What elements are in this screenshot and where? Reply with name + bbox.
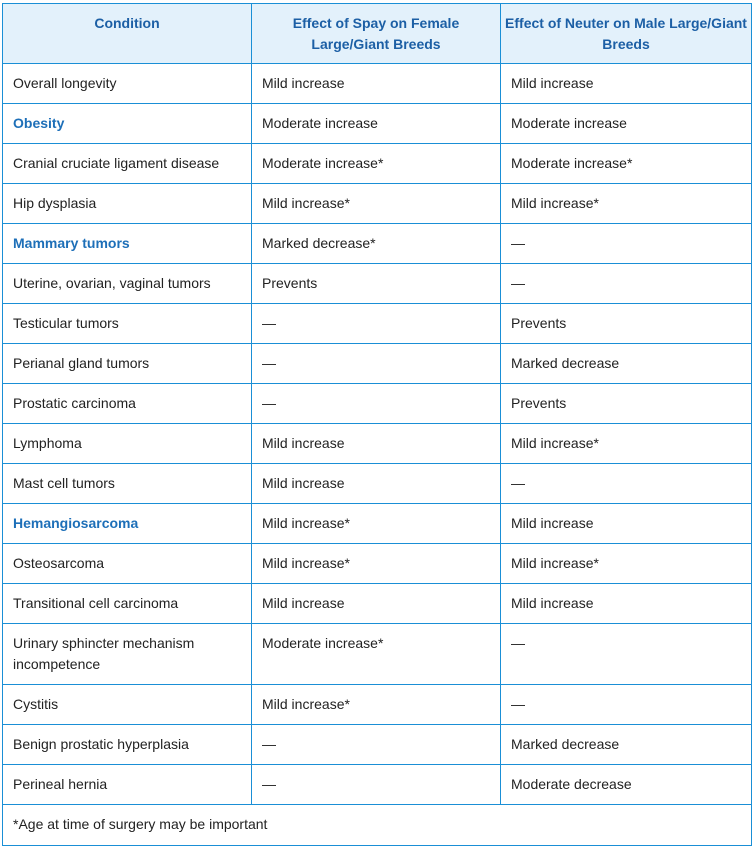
table-row: [3, 104, 752, 144]
table-row: [3, 464, 752, 504]
spay-effect-cell: Marked decrease*: [252, 224, 501, 264]
neuter-effect-cell: —: [501, 685, 752, 725]
table-row: [3, 224, 752, 264]
table-row: [3, 264, 752, 304]
table-row: [3, 725, 752, 765]
spay-effect-cell: Moderate increase*: [252, 144, 501, 184]
condition-cell: Mast cell tumors: [3, 464, 252, 504]
condition-cell: Overall longevity: [3, 64, 252, 104]
header-spay-effect: Effect of Spay on Female Large/Giant Breeds: [252, 4, 501, 64]
neuter-effect-cell: Mild increase*: [501, 544, 752, 584]
table-row: [3, 685, 752, 725]
neuter-effect-cell: Marked decrease: [501, 725, 752, 765]
table-container: [2, 3, 751, 846]
table-row: [3, 144, 752, 184]
footnote-row: [3, 805, 752, 846]
header-row: [3, 4, 752, 64]
neuter-effect-cell: Mild increase*: [501, 184, 752, 224]
condition-cell: Cystitis: [3, 685, 252, 725]
neuter-effect-cell: Moderate decrease: [501, 765, 752, 805]
spay-effect-cell: Mild increase*: [252, 184, 501, 224]
table-row: [3, 624, 752, 685]
comparison-table: [2, 3, 752, 846]
spay-effect-cell: Mild increase*: [252, 544, 501, 584]
neuter-effect-cell: Moderate increase*: [501, 144, 752, 184]
condition-cell: Hip dysplasia: [3, 184, 252, 224]
neuter-effect-cell: Marked decrease: [501, 344, 752, 384]
table-row: [3, 184, 752, 224]
neuter-effect-cell: Mild increase: [501, 584, 752, 624]
neuter-effect-cell: Mild increase: [501, 504, 752, 544]
condition-cell: Testicular tumors: [3, 304, 252, 344]
condition-link[interactable]: Mammary tumors: [3, 224, 252, 264]
table-row: [3, 544, 752, 584]
neuter-effect-cell: Mild increase: [501, 64, 752, 104]
spay-effect-cell: Mild increase: [252, 64, 501, 104]
condition-cell: Lymphoma: [3, 424, 252, 464]
condition-cell: Benign prostatic hyperplasia: [3, 725, 252, 765]
table-row: [3, 64, 752, 104]
spay-effect-cell: Prevents: [252, 264, 501, 304]
spay-effect-cell: —: [252, 304, 501, 344]
condition-cell: Perineal hernia: [3, 765, 252, 805]
condition-cell: Perianal gland tumors: [3, 344, 252, 384]
table-row: [3, 304, 752, 344]
neuter-effect-cell: Prevents: [501, 304, 752, 344]
spay-effect-cell: Moderate increase*: [252, 624, 501, 685]
condition-cell: Uterine, ovarian, vaginal tumors: [3, 264, 252, 304]
condition-cell: Transitional cell carcinoma: [3, 584, 252, 624]
table-row: [3, 765, 752, 805]
table-row: [3, 504, 752, 544]
neuter-effect-cell: Moderate increase: [501, 104, 752, 144]
spay-effect-cell: Mild increase: [252, 584, 501, 624]
spay-effect-cell: Mild increase*: [252, 685, 501, 725]
table-row: [3, 344, 752, 384]
condition-link[interactable]: Hemangiosarcoma: [3, 504, 252, 544]
spay-effect-cell: —: [252, 725, 501, 765]
table-body: [3, 64, 752, 805]
spay-effect-cell: —: [252, 344, 501, 384]
table-row: [3, 384, 752, 424]
spay-effect-cell: Moderate increase: [252, 104, 501, 144]
table-row: [3, 424, 752, 464]
neuter-effect-cell: —: [501, 224, 752, 264]
condition-link[interactable]: Obesity: [3, 104, 252, 144]
neuter-effect-cell: Mild increase*: [501, 424, 752, 464]
spay-effect-cell: Mild increase: [252, 424, 501, 464]
condition-cell: Prostatic carcinoma: [3, 384, 252, 424]
header-neuter-effect: Effect of Neuter on Male Large/Giant Breeds: [501, 4, 752, 64]
neuter-effect-cell: —: [501, 264, 752, 304]
spay-effect-cell: Mild increase: [252, 464, 501, 504]
neuter-effect-cell: —: [501, 464, 752, 504]
footnote: *Age at time of surgery may be important: [3, 805, 752, 846]
condition-cell: Urinary sphincter mechanism incompetence: [3, 624, 252, 685]
spay-effect-cell: —: [252, 384, 501, 424]
header-condition: Condition: [3, 4, 252, 64]
spay-effect-cell: Mild increase*: [252, 504, 501, 544]
neuter-effect-cell: Prevents: [501, 384, 752, 424]
table-row: [3, 584, 752, 624]
condition-cell: Osteosarcoma: [3, 544, 252, 584]
spay-effect-cell: —: [252, 765, 501, 805]
neuter-effect-cell: —: [501, 624, 752, 685]
condition-cell: Cranial cruciate ligament disease: [3, 144, 252, 184]
